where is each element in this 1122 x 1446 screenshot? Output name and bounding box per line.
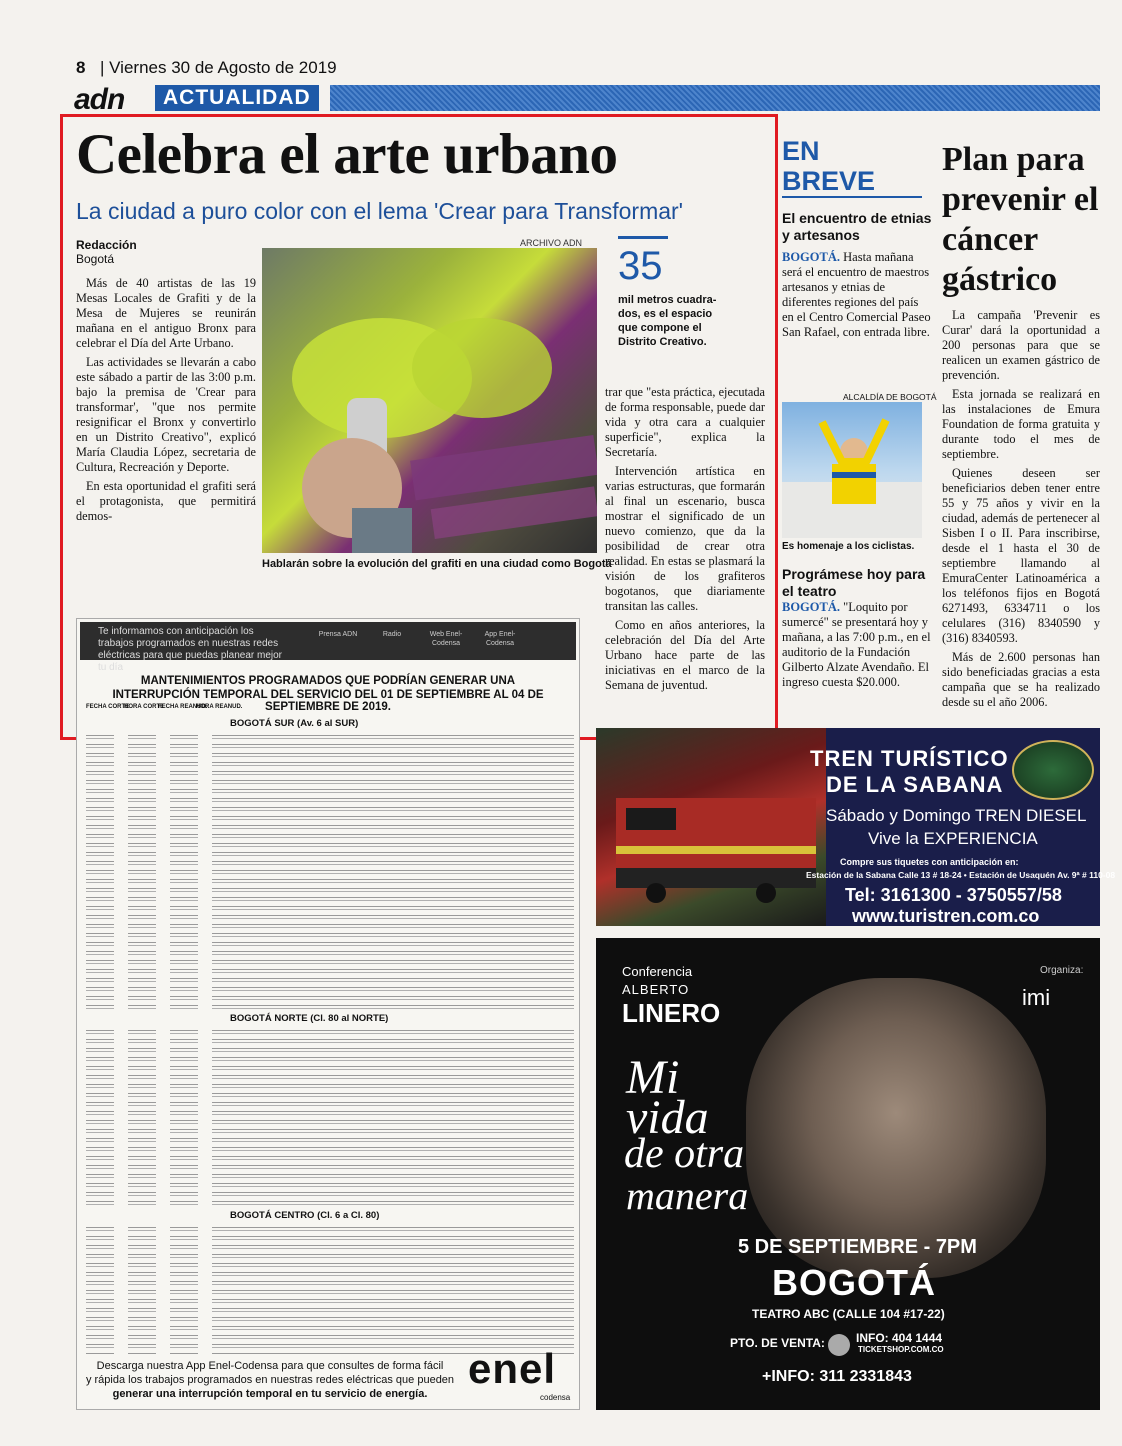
info-phone: INFO: 404 1444: [856, 1331, 943, 1345]
header-bar: [330, 85, 1100, 111]
article-paragraph: Quienes deseen ser beneficiarios deben tener entre 55 y 75 años y vivir en la ciudad, además de pertenecer al Sisben I o II. Para inscribirse, desde el 1 hasta el 30 de septiembre llamando al EmuraCenter Latinoamérica a los teléfonos fijos en Bogotá 6271493, 6334711 o los celulares (316) 8340590 y (316) 8340593.: [942, 466, 1100, 645]
photo-caption: Es homenaje a los ciclistas.: [782, 541, 915, 552]
brief-title: Prográmese hoy para el teatro: [782, 566, 926, 599]
photo-credit: ALCALDÍA DE BOGOTÁ: [843, 392, 937, 402]
imi-logo: imi: [1022, 985, 1051, 1010]
train-photo: [596, 728, 826, 926]
article-subtitle: La ciudad a puro color con el lema 'Crear para Transformar': [76, 198, 684, 224]
event-city: BOGOTÁ: [772, 1262, 936, 1303]
table-section-title: BOGOTÁ SUR (Av. 6 al SUR): [230, 718, 359, 729]
linero-title: manera: [626, 1173, 749, 1218]
pill-web: Web Enel-Codensa: [429, 631, 463, 647]
article-paragraph: Las actividades se llevarán a cabo este sábado a partir de las 3:00 p.m. bajo la premisa de 'Crear para transformar', "que nos permite resignificar el Bronx y convertirlo en un Distrito Creativo", explicó María Claudia López, secretaria de Cultura, Recreación y Deporte.: [76, 355, 256, 474]
cyclist-photo: [782, 402, 922, 538]
article-paragraph: Intervención artística en varias estructuras, que formarán al final un escenario, busca mostrar el significado de un nuevo comienzo, que da la posibilidad de crear otra realidad. En estas se plasmará la visión de los grafiteros bogotanos, que diariamente transitan las calles.: [605, 464, 765, 613]
event-venue: TEATRO ABC (CALLE 104 #17-22): [752, 1307, 945, 1321]
enel-heading: MANTENIMIENTOS PROGRAMADOS QUE PODRÍAN GENERAR UNA: [140, 675, 516, 687]
event-date: 5 DE SEPTIEMBRE - 7PM: [738, 1236, 977, 1258]
enel-logo-sub: codensa: [540, 1393, 571, 1402]
linero-conference: Conferencia: [622, 964, 693, 979]
table-section-title: BOGOTÁ CENTRO (Cl. 6 a Cl. 80): [230, 1210, 380, 1221]
tren-schedule: Sábado y Domingo TREN DIESEL: [826, 806, 1087, 825]
article-paragraph: Esta jornada se realizará en las instalaciones de Emura Foundation de forma gratuita y durante todo el mes de septiembre.: [942, 387, 1100, 461]
ticket-website: TICKETSHOP.COM.CO: [858, 1345, 944, 1354]
en-breve-title: [782, 136, 875, 196]
tren-tagline: Vive la EXPERIENCIA: [868, 829, 1038, 848]
pill-prensa: Prensa ADN: [318, 631, 358, 638]
brief-title: El encuentro de etnias y artesanos: [782, 210, 932, 243]
pill-app: App Enel-Codensa: [484, 631, 516, 647]
article-paragraph: En esta oportunidad el grafiti será el protagonista, que permitirá demos-: [76, 479, 256, 523]
pill-radio: Radio: [382, 631, 402, 638]
column-header: HORA REANUD.: [196, 704, 243, 710]
enel-logo: enel: [468, 1345, 557, 1392]
enel-heading: INTERRUPCIÓN TEMPORAL DEL SERVICIO DEL 01 DE SEPTIEMBRE AL 04 DE SEPTIEMBRE DE 2019.: [112, 689, 544, 713]
column-header: HORA CORTE: [124, 704, 165, 710]
adn-logo: adn: [74, 83, 125, 116]
brief-city: BOGOTÁ.: [782, 600, 840, 614]
column-header: FECHA REANUD.: [158, 704, 208, 710]
linero-title: de otra: [624, 1131, 745, 1177]
enel-footer: generar una interrupción temporal en tu servicio de energía.: [112, 1388, 428, 1400]
article-paragraph: Como en años anteriores, la celebración del Día del Arte Urbano hace parte de las iniciativas en el marco de la Semana de juventud.: [605, 618, 765, 692]
linero-name: ALBERTO: [622, 982, 690, 997]
speaker-portrait: [746, 978, 1046, 1278]
stat-rule: [618, 236, 668, 239]
brief-text: [782, 600, 932, 690]
section-label: ACTUALIDAD: [155, 85, 319, 111]
info-mobile: +INFO: 311 2331843: [762, 1368, 912, 1385]
brief-text: [782, 250, 932, 340]
article-title: Celebra el arte urbano: [76, 123, 618, 186]
linero-title: vida: [626, 1091, 709, 1144]
byline-city: Bogotá: [76, 252, 115, 266]
article-column-3: [605, 385, 765, 697]
table-section-title: BOGOTÁ NORTE (Cl. 80 al NORTE): [230, 1013, 389, 1024]
stat-number: 35: [618, 244, 663, 288]
brief-body: "Loquito por sumercé" se presentará hoy y mañana, a las 7:00 p.m., en el auditorio de la Fundación Gilberto Alzate Avendaño. El ingreso cuesta $20.000.: [782, 600, 931, 689]
article-paragraph: Más de 40 artistas de las 19 Mesas Locales de Grafiti y de la Mesa de Mujeres se reunirán mañana en el antiguo Bronx para celebrar el Día del Arte Urbano.: [76, 276, 256, 350]
en-breve-rule: [782, 196, 922, 198]
tren-stations: Estación de la Sabana Calle 13 # 18-24 • Estación de Usaquén Av. 9ª # 110-08: [806, 870, 1116, 880]
tren-title: TREN TURÍSTICO: [810, 746, 1009, 771]
table-rows: [86, 1027, 574, 1207]
enel-footer: Descarga nuestra App Enel-Codensa para que consultes de forma fácil: [96, 1360, 444, 1372]
side-article-title: Plan para prevenir el cáncer gástrico: [942, 141, 1099, 298]
linero-title: Mi: [626, 1051, 680, 1104]
point-of-sale: PTO. DE VENTA:: [730, 1336, 825, 1350]
column-header: FECHA CORTE: [86, 704, 130, 710]
table-rows: [86, 732, 574, 1010]
en-breve-line2: BREVE: [782, 166, 876, 196]
enel-banner: [80, 622, 576, 673]
brief-city: BOGOTÁ.: [782, 250, 840, 264]
enel-banner-text: Te informamos con anticipación los trabajos programados en nuestras redes eléctricas para que puedas planear mejor tu día: [98, 626, 282, 673]
article-paragraph: La campaña 'Prevenir es Curar' dará la oportunidad a 200 personas para que se realicen un examen gástrico de prevención.: [942, 308, 1100, 382]
tren-info: Compre sus tiquetes con anticipación en:: [840, 857, 1019, 867]
brief-body: Hasta mañana será el encuentro de maestros artesanos y etnias de diferentes regiones del país en el Centro Comercial Paseo San Rafael, con entrada libre.: [782, 250, 931, 339]
linero-name: LINERO: [622, 998, 721, 1028]
tren-badge: [1012, 740, 1094, 800]
tren-phone: Tel: 3161300 - 3750557/58: [845, 885, 1062, 905]
photo-credit: ARCHIVO ADN: [520, 238, 583, 248]
table-rows: [86, 1224, 574, 1354]
stat-text: mil metros cuadra- dos, es el espacio que compone el Distrito Creativo.: [618, 294, 717, 348]
en-breve-line1: EN: [782, 136, 820, 166]
side-article-body: [942, 308, 1100, 714]
linero-organizer: Organiza:: [1040, 965, 1084, 976]
tren-title: DE LA SABANA: [826, 772, 1004, 797]
article-paragraph: trar que "esta práctica, ejecutada de forma responsable, puede dar vida y otra cara a cualquier superficie", explica la Secretaría.: [605, 385, 765, 459]
enel-footer: y rápida los trabajos programados en nuestras redes eléctricas que pueden: [85, 1374, 455, 1386]
article-paragraph: Más de 2.600 personas han sido beneficiadas gracias a esta campaña que se ha realizado desde su el año 2006.: [942, 650, 1100, 709]
ticket-icon: [828, 1334, 850, 1356]
dateline: | Viernes 30 de Agosto de 2019: [100, 58, 337, 77]
byline: Redacción: [76, 238, 137, 252]
tren-website: www.turistren.com.co: [852, 906, 1040, 926]
page-number: 8: [76, 58, 86, 77]
photo-caption: Hablarán sobre la evolución del grafiti en una ciudad como Bogotá: [262, 558, 612, 570]
article-column-1: [76, 276, 256, 528]
graffiti-photo: [262, 248, 597, 553]
